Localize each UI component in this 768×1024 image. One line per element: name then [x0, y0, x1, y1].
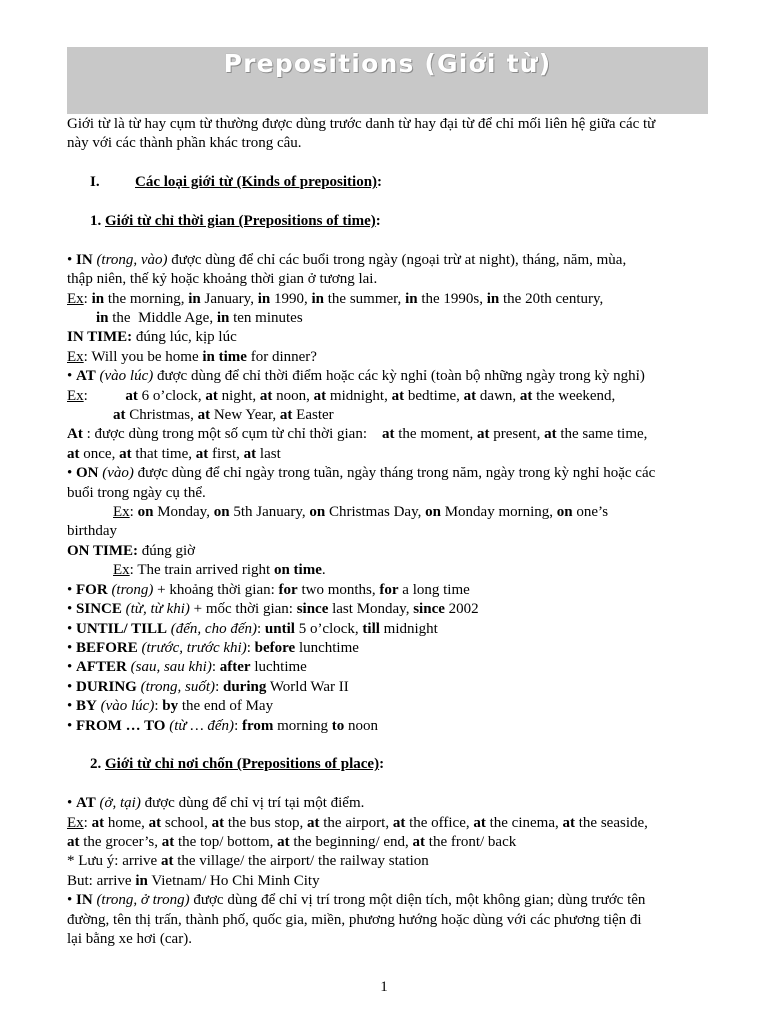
text-line: [67, 406, 712, 425]
bold-term: at: [243, 445, 257, 462]
bold-term: DURING: [76, 678, 137, 695]
text-run: :: [246, 639, 255, 656]
text-run: 5 o’clock,: [294, 620, 363, 637]
text-run: •: [67, 892, 77, 909]
heading-number: 2.: [90, 756, 102, 773]
text-run: Christmas,: [125, 407, 198, 424]
text-line: [67, 930, 712, 949]
text-run: : được dùng trong một số cụm từ chỉ thời gian:: [82, 426, 383, 443]
text-run: Monday,: [153, 504, 214, 521]
bold-term: SINCE: [76, 601, 122, 618]
bold-term: FOR: [76, 581, 108, 598]
bold-term: in: [135, 872, 148, 889]
bold-term: in: [216, 310, 230, 327]
bold-term: ON TIME:: [67, 542, 138, 559]
text-line: [67, 115, 712, 134]
bold-term: at: [113, 407, 126, 424]
bold-term: in: [486, 290, 500, 307]
bold-term: since: [413, 601, 445, 618]
text-run: •: [67, 795, 77, 812]
bold-term: at: [148, 814, 162, 831]
text-run: * Lưu ý: arrive: [67, 853, 161, 870]
text-run: the beginning/ end,: [289, 833, 413, 850]
italic-gloss: (trong, ở trong): [96, 892, 190, 909]
bold-term: BEFORE: [76, 639, 138, 656]
text-run: •: [67, 620, 77, 637]
text-run: •: [67, 368, 77, 385]
text-run: But: arrive: [67, 872, 136, 889]
text-line: [67, 814, 712, 833]
bold-term: IN: [76, 251, 93, 268]
text-line: [67, 658, 712, 677]
bold-term: UNTIL/ TILL: [76, 620, 168, 637]
bold-term: at: [382, 426, 395, 443]
italic-gloss: (trước, trước khi): [141, 639, 247, 656]
text-run: January,: [200, 290, 258, 307]
text-run: two months,: [297, 581, 380, 598]
text-line: [67, 542, 712, 561]
bold-term: on time: [273, 562, 322, 579]
bold-term: in: [91, 290, 105, 307]
example-label: Ex: [113, 562, 130, 579]
title-banner: [67, 47, 708, 114]
text-run: 6 o’clock,: [137, 387, 206, 404]
text-run: :: [234, 717, 242, 734]
italic-gloss: (trong, suốt): [140, 678, 216, 695]
bold-term: from: [241, 717, 274, 734]
text-run: •: [67, 465, 77, 482]
text-run: once,: [79, 445, 120, 462]
text-run: đường, tên thị trấn, thành phố, quốc gia, miền, phương hướng hoặc dùng với các phương tiện đi: [67, 911, 642, 928]
text-run: night,: [217, 387, 260, 404]
bold-term: at: [391, 387, 405, 404]
text-run: the cinema,: [485, 814, 563, 831]
bold-term: at: [277, 833, 290, 850]
bold-term: for: [278, 581, 298, 598]
heading-suffix: :: [377, 174, 383, 191]
bold-term: ON: [76, 465, 99, 482]
text-run: Giới từ là từ hay cụm từ thường được dùng trước danh từ hay đại từ để chỉ mối liên hệ giữa các từ: [67, 116, 656, 132]
text-line: [67, 270, 712, 289]
bold-term: on: [425, 504, 441, 521]
bold-term: during: [222, 678, 267, 695]
heading-text: Giới từ chỉ nơi chốn (Prepositions of place): [105, 756, 380, 773]
text-run: for dinner?: [246, 348, 317, 365]
text-run: the top/ bottom,: [174, 833, 278, 850]
text-line: [67, 678, 712, 697]
text-line: [67, 309, 712, 328]
text-run: Vietnam/ Ho Chi Minh City: [147, 872, 320, 889]
text-run: noon,: [272, 387, 314, 404]
text-run: : The train arrived right: [129, 562, 274, 579]
text-run: :: [211, 659, 220, 676]
text-line: [67, 833, 712, 852]
text-run: được dùng để chỉ ngày trong tuần, ngày tháng trong năm, ngày trong kỳ nghỉ hoặc các: [133, 465, 656, 482]
text-run: ten minutes: [229, 310, 303, 327]
text-run: bedtime,: [404, 387, 464, 404]
text-run: the seaside,: [575, 814, 648, 831]
bold-term: at: [307, 814, 320, 831]
text-line: [67, 484, 712, 503]
text-run: the bus stop,: [224, 814, 308, 831]
example-label: Ex: [67, 348, 84, 365]
text-run: the morning,: [104, 290, 189, 307]
bold-term: by: [162, 698, 179, 715]
italic-gloss: (ở, tại): [99, 795, 141, 812]
text-run: the 1990s,: [417, 290, 487, 307]
example-label: Ex: [67, 387, 84, 404]
bold-term: to: [331, 717, 345, 734]
text-run: the office,: [405, 814, 474, 831]
blank-line: [67, 193, 712, 212]
text-line: [67, 464, 712, 483]
italic-gloss: (vào): [102, 465, 134, 482]
bold-term: At: [67, 426, 83, 443]
blank-line: [67, 775, 712, 794]
text-line: [67, 891, 712, 910]
bold-term: AT: [76, 368, 96, 385]
heading-text: Các loại giới từ (Kinds of preposition): [135, 174, 378, 191]
text-line: [67, 425, 712, 444]
text-line: [67, 620, 712, 639]
text-run: 2002: [444, 601, 479, 618]
text-run: the end of May: [178, 698, 274, 715]
text-run: birthday: [67, 523, 117, 540]
text-run: the summer,: [324, 290, 406, 307]
text-run: đúng lúc, kịp lúc: [132, 329, 237, 346]
text-run: .: [321, 562, 326, 579]
bold-term: at: [205, 387, 218, 404]
bold-term: at: [125, 387, 138, 404]
bold-term: on: [309, 504, 326, 521]
text-run: + khoảng thời gian:: [153, 581, 279, 598]
bold-term: IN TIME:: [67, 329, 133, 346]
text-run: luchtime: [250, 659, 307, 676]
text-line: [67, 445, 712, 464]
blank-line: [67, 154, 712, 173]
bold-term: for: [379, 581, 399, 598]
text-line: [67, 561, 712, 580]
text-line: [67, 503, 712, 522]
text-run: Christmas Day,: [325, 504, 426, 521]
italic-gloss: (vào lúc): [99, 368, 154, 385]
text-line: [67, 911, 712, 930]
text-line: [67, 639, 712, 658]
text-run: the 20th century,: [499, 290, 604, 307]
text-run: noon: [344, 717, 378, 734]
text-run: lại bằng xe hơi (car).: [67, 930, 192, 947]
text-run: the Middle Age,: [108, 310, 217, 327]
text-line: [67, 134, 712, 153]
text-run: này với các thành phần khác trong câu.: [67, 135, 302, 152]
text-line: [67, 600, 712, 619]
text-run: •: [67, 717, 77, 734]
italic-gloss: (trong): [111, 581, 154, 598]
bold-term: in: [405, 290, 418, 307]
text-run: midnight,: [326, 387, 392, 404]
italic-gloss: (vào lúc): [100, 698, 155, 715]
text-run: the moment,: [394, 426, 478, 443]
bold-term: after: [219, 659, 251, 676]
text-run: the grocer’s,: [79, 833, 162, 850]
section-heading: [67, 173, 712, 192]
text-run: 1990,: [270, 290, 312, 307]
bold-term: at: [313, 387, 327, 404]
subsection-heading: [67, 755, 712, 774]
bold-term: AT: [76, 795, 96, 812]
text-run: the airport,: [319, 814, 393, 831]
italic-gloss: (đến, cho đến): [170, 620, 257, 637]
heading-number: I.: [90, 174, 100, 191]
example-label: Ex: [113, 504, 130, 521]
text-run: + mốc thời gian:: [189, 601, 297, 618]
text-run: the same time,: [556, 426, 648, 443]
text-run: được dùng để chỉ vị trí trong một diện tích, một không gian; dùng trước tên: [189, 892, 646, 909]
text-run: :: [215, 678, 223, 695]
text-line: [67, 387, 712, 406]
example-label: Ex: [67, 290, 84, 307]
bold-term: at: [67, 445, 80, 462]
bold-term: in: [257, 290, 271, 307]
text-run: that time,: [131, 445, 196, 462]
bold-term: at: [519, 387, 533, 404]
bold-term: on: [137, 504, 154, 521]
text-line: [67, 522, 712, 541]
bold-term: at: [463, 387, 477, 404]
text-line: [67, 872, 712, 891]
page-title: Prepositions (Giới từ): [223, 49, 552, 78]
text-run: morning: [273, 717, 332, 734]
text-run: midnight: [379, 620, 438, 637]
italic-gloss: (từ, từ khi): [125, 601, 190, 618]
italic-gloss: (từ … đến): [169, 717, 235, 734]
document-body: [67, 115, 712, 949]
italic-gloss: (sau, sau khi): [130, 659, 212, 676]
bold-term: since: [296, 601, 329, 618]
blank-line: [67, 736, 712, 755]
text-line: [67, 697, 712, 716]
bold-term: at: [67, 833, 80, 850]
text-run: lunchtime: [295, 639, 359, 656]
bold-term: in time: [202, 348, 247, 365]
text-run: •: [67, 698, 77, 715]
text-run: 5th January,: [229, 504, 310, 521]
bold-term: at: [279, 407, 293, 424]
text-run: home,: [104, 814, 149, 831]
text-run: :: [154, 698, 163, 715]
bold-term: at: [477, 426, 490, 443]
text-run: the weekend,: [532, 387, 616, 404]
text-run: Monday morning,: [440, 504, 557, 521]
text-run: •: [67, 659, 77, 676]
bold-term: at: [562, 814, 575, 831]
text-run: a long time: [398, 581, 470, 598]
text-run: thập niên, thế kỷ hoặc khoảng thời gian ở tương lai.: [67, 271, 378, 288]
text-run: : Will you be home: [83, 348, 203, 365]
text-line: [67, 367, 712, 386]
text-run: •: [67, 601, 77, 618]
bold-term: at: [91, 814, 105, 831]
example-label: Ex: [67, 814, 84, 831]
text-run: school,: [161, 814, 212, 831]
bold-term: at: [473, 814, 486, 831]
bold-term: in: [188, 290, 201, 307]
heading-number: 1.: [90, 213, 102, 229]
text-run: buổi trong ngày cụ thể.: [67, 484, 206, 501]
page-number: 1: [380, 979, 388, 995]
text-run: New Year,: [210, 407, 280, 424]
text-run: World War II: [266, 678, 349, 695]
bold-term: before: [254, 639, 296, 656]
text-run: present,: [489, 426, 545, 443]
text-run: last Monday,: [328, 601, 414, 618]
text-line: [67, 348, 712, 367]
text-run: one’s: [572, 504, 609, 521]
bold-term: at: [259, 387, 273, 404]
heading-suffix: :: [379, 756, 385, 773]
bold-term: at: [544, 426, 557, 443]
text-run: :: [83, 814, 92, 831]
bold-term: at: [197, 407, 211, 424]
text-run: •: [67, 251, 77, 268]
bold-term: AFTER: [76, 659, 127, 676]
bold-term: at: [161, 833, 175, 850]
subsection-heading: [67, 212, 712, 231]
text-run: được dùng để chỉ vị trí tại một điểm.: [140, 795, 365, 812]
text-line: [67, 251, 712, 270]
text-run: dawn,: [476, 387, 520, 404]
heading-suffix: :: [375, 213, 381, 229]
bold-term: until: [264, 620, 295, 637]
text-run: :: [257, 620, 265, 637]
text-run: •: [67, 581, 77, 598]
bold-term: BY: [76, 698, 97, 715]
text-line: [67, 328, 712, 347]
bold-term: on: [213, 504, 230, 521]
bold-term: on: [556, 504, 573, 521]
text-run: •: [67, 678, 77, 695]
text-run: the front/ back: [425, 833, 517, 850]
bold-term: at: [160, 853, 174, 870]
text-line: [67, 290, 712, 309]
text-run: Easter: [292, 407, 334, 424]
text-run: first,: [208, 445, 244, 462]
text-line: [67, 794, 712, 813]
text-line: [67, 581, 712, 600]
text-run: :: [83, 387, 126, 404]
text-run: •: [67, 639, 77, 656]
heading-text: Giới từ chỉ thời gian (Prepositions of time): [105, 213, 376, 229]
bold-term: at: [392, 814, 406, 831]
bold-term: at: [412, 833, 426, 850]
bold-term: FROM … TO: [76, 717, 166, 734]
text-run: last: [256, 445, 281, 462]
italic-gloss: (trong, vào): [96, 251, 168, 268]
blank-line: [67, 231, 712, 250]
text-run: :: [129, 504, 138, 521]
text-run: the village/ the airport/ the railway station: [173, 853, 429, 870]
bold-term: till: [362, 620, 380, 637]
bold-term: at: [119, 445, 132, 462]
bold-term: in: [96, 310, 109, 327]
text-run: :: [83, 290, 92, 307]
bold-term: at: [195, 445, 209, 462]
bold-term: at: [211, 814, 225, 831]
text-line: [67, 717, 712, 736]
bold-term: in: [311, 290, 324, 307]
bold-term: IN: [76, 892, 93, 909]
text-run: được dùng để chỉ các buổi trong ngày (ngoại trừ at night), tháng, năm, mùa,: [167, 251, 627, 268]
text-run: được dùng để chỉ thời điểm hoặc các kỳ nghỉ (toàn bộ những ngày trong kỳ nghỉ): [153, 368, 645, 385]
text-run: đúng giờ: [137, 542, 196, 559]
text-line: [67, 852, 712, 871]
